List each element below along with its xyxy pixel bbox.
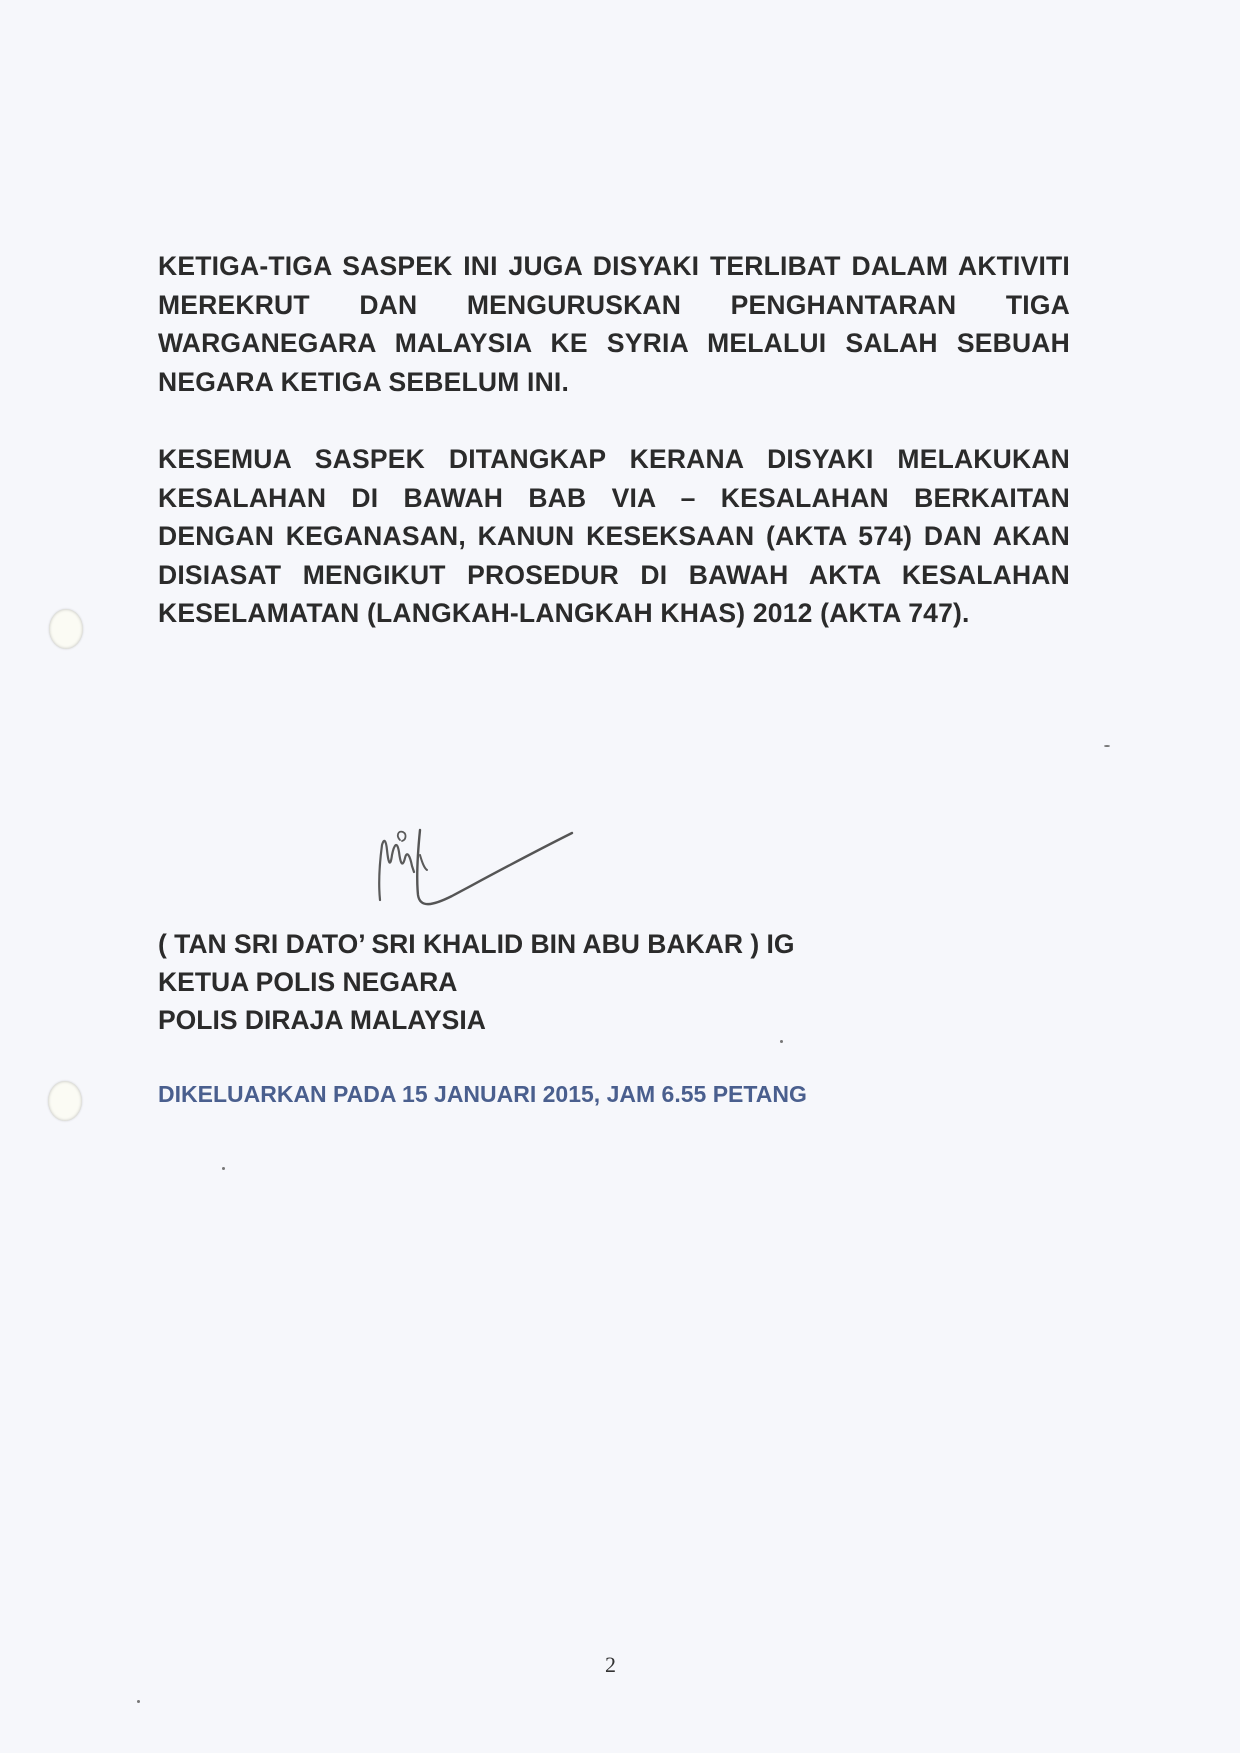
- signatory-organization: POLIS DIRAJA MALAYSIA: [158, 1005, 486, 1035]
- paragraph-charges: KESEMUA SASPEK DITANGKAP KERANA DISYAKI MELAKUKAN KESALAHAN DI BAWAH BAB VIA – KESALAHAN BERKAITAN DENGAN KEGANASAN, KANUN KESEKSAAN (AKTA 574) DAN AKAN DISIASAT MENGIKUT PROSEDUR DI BAWAH AKTA KESALAHAN KESELAMATAN (LANGKAH-LANGKAH KHAS) 2012 (AKTA 747).: [158, 444, 1070, 628]
- scan-speck: [780, 1040, 783, 1043]
- punch-hole: [49, 609, 83, 649]
- signatory-title: KETUA POLIS NEGARA: [158, 967, 458, 997]
- handwritten-signature: [372, 800, 592, 910]
- signatory-name: ( TAN SRI DATO’ SRI KHALID BIN ABU BAKAR ) IG: [158, 929, 795, 959]
- scan-speck: [1104, 745, 1110, 747]
- punch-hole: [48, 1081, 82, 1121]
- scan-speck: [222, 1167, 225, 1170]
- page-number: 2: [605, 1652, 616, 1677]
- issued-date-line: DIKELUARKAN PADA 15 JANUARI 2015, JAM 6.55 PETANG: [158, 1081, 807, 1107]
- paragraph-suspects-activity: KETIGA-TIGA SASPEK INI JUGA DISYAKI TERLIBAT DALAM AKTIVITI MEREKRUT DAN MENGURUSKAN PENGHANTARAN TIGA WARGANEGARA MALAYSIA KE SYRIA MELALUI SALAH SEBUAH NEGARA KETIGA SEBELUM INI.: [158, 251, 1070, 397]
- signature-block: [158, 925, 794, 1039]
- scan-speck: [137, 1700, 140, 1703]
